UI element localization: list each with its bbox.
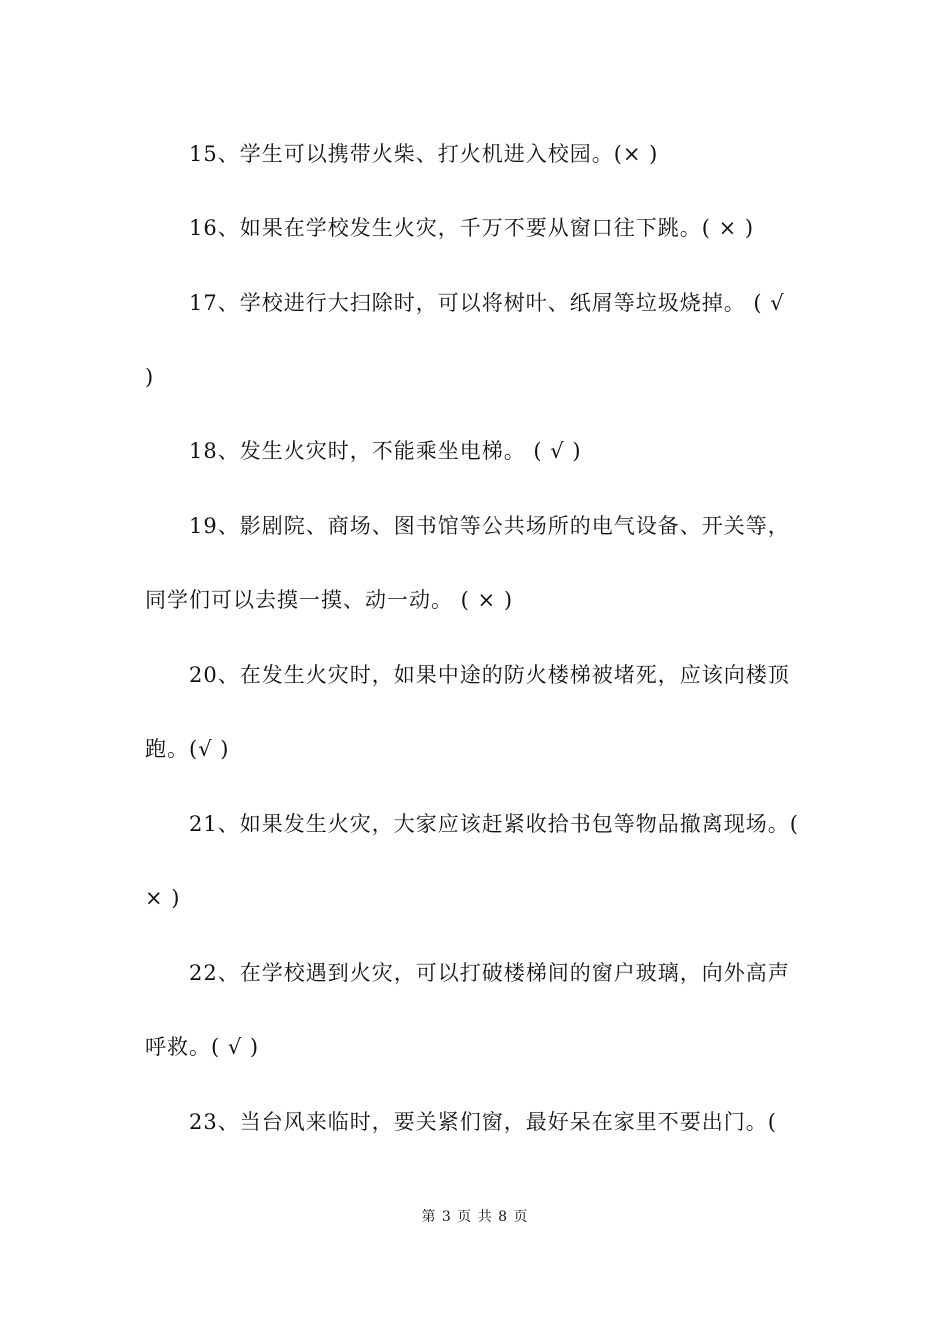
question-22: 22、在学校遇到火灾，可以打破楼梯间的窗户玻璃，向外高声 bbox=[189, 961, 790, 985]
question-15: 15、学生可以携带火柴、打火机进入校园。(× ) bbox=[189, 142, 659, 166]
question-20-continuation: 跑。(√ ) bbox=[145, 737, 230, 761]
question-20: 20、在发生火灾时，如果中途的防火楼梯被堵死，应该向楼顶 bbox=[189, 663, 790, 687]
question-19-continuation: 同学们可以去摸一摸、动一动。 ( × ) bbox=[145, 588, 514, 612]
question-21-continuation: × ) bbox=[145, 886, 181, 910]
question-16: 16、如果在学校发生火灾，千万不要从窗口往下跳。( × ) bbox=[189, 216, 755, 240]
question-17-continuation: ) bbox=[145, 365, 155, 389]
question-22-continuation: 呼救。( √ ) bbox=[145, 1035, 260, 1059]
question-21: 21、如果发生火灾，大家应该赶紧收拾书包等物品撤离现场。( bbox=[189, 812, 799, 836]
question-17: 17、学校进行大扫除时，可以将树叶、纸屑等垃圾烧掉。 ( √ bbox=[189, 291, 785, 315]
page-number-footer: 第 3 页 共 8 页 bbox=[421, 1209, 529, 1225]
question-19: 19、影剧院、商场、图书馆等公共场所的电气设备、开关等， bbox=[189, 514, 790, 538]
question-18: 18、发生火灾时，不能乘坐电梯。 ( √ ) bbox=[189, 439, 582, 463]
question-23: 23、当台风来临时，要关紧们窗，最好呆在家里不要出门。( bbox=[189, 1110, 777, 1134]
